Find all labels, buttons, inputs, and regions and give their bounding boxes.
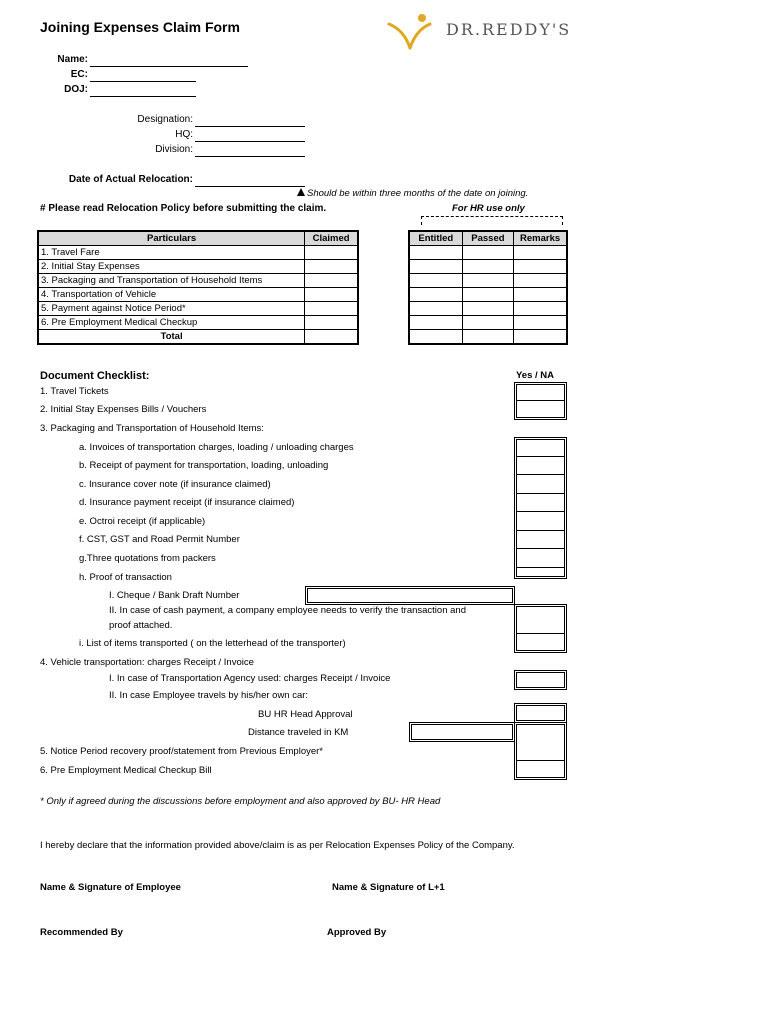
total-label: Total (39, 330, 305, 344)
table-row (410, 316, 567, 330)
division-field[interactable] (195, 156, 305, 157)
list-item: h. Proof of transaction (79, 572, 172, 583)
box-divider (517, 548, 564, 549)
name-label: Name: (57, 54, 88, 65)
entitled-cell[interactable] (410, 316, 463, 330)
entitled-cell[interactable] (410, 246, 463, 260)
list-item: e. Octroi receipt (if applicable) (79, 516, 206, 527)
list-item: I. Cheque / Bank Draft Number (109, 590, 240, 601)
particular-notice-period: 5. Payment against Notice Period* (39, 302, 305, 316)
table-row (410, 302, 567, 316)
remarks-cell[interactable] (514, 330, 567, 344)
table-row (39, 288, 358, 302)
hq-label: HQ: (175, 129, 193, 140)
particular-vehicle: 4. Transportation of Vehicle (39, 288, 305, 302)
name-field[interactable] (90, 66, 248, 67)
list-item: II. In case Employee travels by his/her own car: (109, 690, 309, 701)
table-row (410, 288, 567, 302)
box-divider (517, 400, 564, 401)
checkbox-cash-payment[interactable] (514, 604, 567, 653)
claims-table (38, 231, 358, 344)
claimed-cell[interactable] (305, 288, 358, 302)
ec-field[interactable] (90, 81, 196, 82)
page-title: Joining Expenses Claim Form (40, 19, 240, 35)
list-item: I. In case of Transportation Agency used: charges Receipt / Invoice (109, 673, 391, 684)
remarks-cell[interactable] (514, 288, 567, 302)
list-item: b. Receipt of payment for transportation, loading, unloading (79, 460, 329, 471)
list-item: a. Invoices of transportation charges, loading / unloading charges (79, 442, 354, 453)
list-item: f. CST, GST and Road Permit Number (79, 534, 240, 545)
table-row (39, 302, 358, 316)
passed-cell[interactable] (462, 316, 514, 330)
claimed-cell[interactable] (305, 302, 358, 316)
remarks-cell[interactable] (514, 246, 567, 260)
particular-medical: 6. Pre Employment Medical Checkup (39, 316, 305, 330)
box-divider (517, 474, 564, 475)
doj-field[interactable] (90, 96, 196, 97)
relocation-label: Date of Actual Relocation: (68, 174, 193, 185)
claimed-total-cell[interactable] (305, 330, 358, 344)
box-divider (517, 493, 564, 494)
cheque-number-field[interactable] (305, 586, 515, 605)
relocation-date-field[interactable] (195, 186, 305, 187)
checklist-title: Document Checklist: (40, 370, 150, 382)
entitled-cell[interactable] (410, 274, 463, 288)
checkbox-travel-tickets[interactable] (514, 382, 567, 420)
particular-packaging: 3. Packaging and Transportation of Household Items (39, 274, 305, 288)
list-item: i. List of items transported ( on the letterhead of the transporter) (79, 638, 346, 649)
company-logo (386, 6, 572, 54)
declaration: I hereby declare that the information provided above/claim is as per Relocation Expenses Policy of the Company. (40, 840, 515, 851)
designation-field[interactable] (195, 126, 305, 127)
list-item: proof attached. (109, 620, 173, 631)
recommended-by-label: Recommended By (40, 927, 123, 938)
box-divider (517, 456, 564, 457)
entitled-cell[interactable] (410, 302, 463, 316)
checkbox-packaging-list[interactable] (514, 437, 567, 579)
footnote: * Only if agreed during the discussions before employment and also approved by BU- HR Head (40, 796, 441, 807)
remarks-header: Remarks (514, 232, 567, 246)
ec-label: EC: (70, 69, 88, 80)
passed-cell[interactable] (462, 330, 514, 344)
list-item: 1. Travel Tickets (40, 386, 109, 397)
claimed-cell[interactable] (305, 260, 358, 274)
passed-cell[interactable] (462, 260, 514, 274)
logo-figure-icon (386, 8, 432, 52)
box-divider (517, 633, 564, 634)
checkbox-agency-receipt[interactable] (514, 670, 567, 690)
employee-signature-label: Name & Signature of Employee (40, 882, 181, 893)
list-item: 2. Initial Stay Expenses Bills / Vouchers (40, 404, 207, 415)
entitled-header: Entitled (410, 232, 463, 246)
entitled-cell[interactable] (410, 260, 463, 274)
remarks-cell[interactable] (514, 316, 567, 330)
list-item: g.Three quotations from packers (79, 553, 216, 564)
entitled-cell[interactable] (410, 288, 463, 302)
table-row (410, 330, 567, 344)
division-label: Division: (155, 144, 193, 155)
list-item: Distance traveled in KM (248, 727, 349, 738)
table-row (39, 274, 358, 288)
list-item: II. In case of cash payment, a company employee needs to verify the transaction and (109, 605, 466, 616)
particulars-header: Particulars (39, 232, 305, 246)
entitled-cell[interactable] (410, 330, 463, 344)
passed-header: Passed (462, 232, 514, 246)
hq-field[interactable] (195, 141, 305, 142)
box-divider (517, 760, 564, 761)
passed-cell[interactable] (462, 302, 514, 316)
list-item: 6. Pre Employment Medical Checkup Bill (40, 765, 212, 776)
list-item: 5. Notice Period recovery proof/statement from Previous Employer* (40, 746, 324, 757)
remarks-cell[interactable] (514, 302, 567, 316)
table-row (39, 246, 358, 260)
box-divider (517, 530, 564, 531)
remarks-cell[interactable] (514, 260, 567, 274)
l1-signature-label: Name & Signature of L+1 (332, 882, 445, 893)
approved-by-label: Approved By (327, 927, 387, 938)
arrow-up-icon (297, 188, 305, 196)
doj-label: DOJ: (64, 84, 88, 95)
list-item: 4. Vehicle transportation: charges Receipt / Invoice (40, 657, 254, 668)
claimed-cell[interactable] (305, 274, 358, 288)
table-row (410, 274, 567, 288)
particular-travel-fare: 1. Travel Fare (39, 246, 305, 260)
passed-cell[interactable] (462, 274, 514, 288)
policy-note: # Please read Relocation Policy before submitting the claim. (40, 203, 327, 214)
claimed-cell[interactable] (305, 246, 358, 260)
passed-cell[interactable] (462, 246, 514, 260)
table-row (410, 260, 567, 274)
logo-text: DR.REDDY'S (446, 20, 572, 39)
hr-use-label: For HR use only (452, 203, 525, 214)
particular-initial-stay: 2. Initial Stay Expenses (39, 260, 305, 274)
list-item: 3. Packaging and Transportation of Household Items: (40, 423, 264, 434)
remarks-cell[interactable] (514, 274, 567, 288)
relocation-note: Should be within three months of the date on joining. (307, 188, 529, 199)
distance-km-field[interactable] (409, 722, 515, 742)
passed-cell[interactable] (462, 288, 514, 302)
table-row (39, 316, 358, 330)
hr-table (409, 231, 567, 344)
yes-na-header: Yes / NA (516, 370, 555, 381)
claimed-header: Claimed (305, 232, 358, 246)
box-divider (517, 511, 564, 512)
list-item: d. Insurance payment receipt (if insurance claimed) (79, 497, 295, 508)
box-divider (517, 567, 564, 568)
table-row (39, 330, 358, 344)
table-row (39, 260, 358, 274)
list-item: BU HR Head Approval (258, 709, 353, 720)
designation-label: Designation: (137, 114, 193, 125)
claimed-cell[interactable] (305, 316, 358, 330)
list-item: c. Insurance cover note (if insurance claimed) (79, 479, 271, 490)
table-row (410, 246, 567, 260)
checkbox-notice-medical[interactable] (514, 722, 567, 780)
checkbox-bu-hr-approval[interactable] (514, 703, 567, 723)
hr-use-bracket (421, 216, 563, 225)
